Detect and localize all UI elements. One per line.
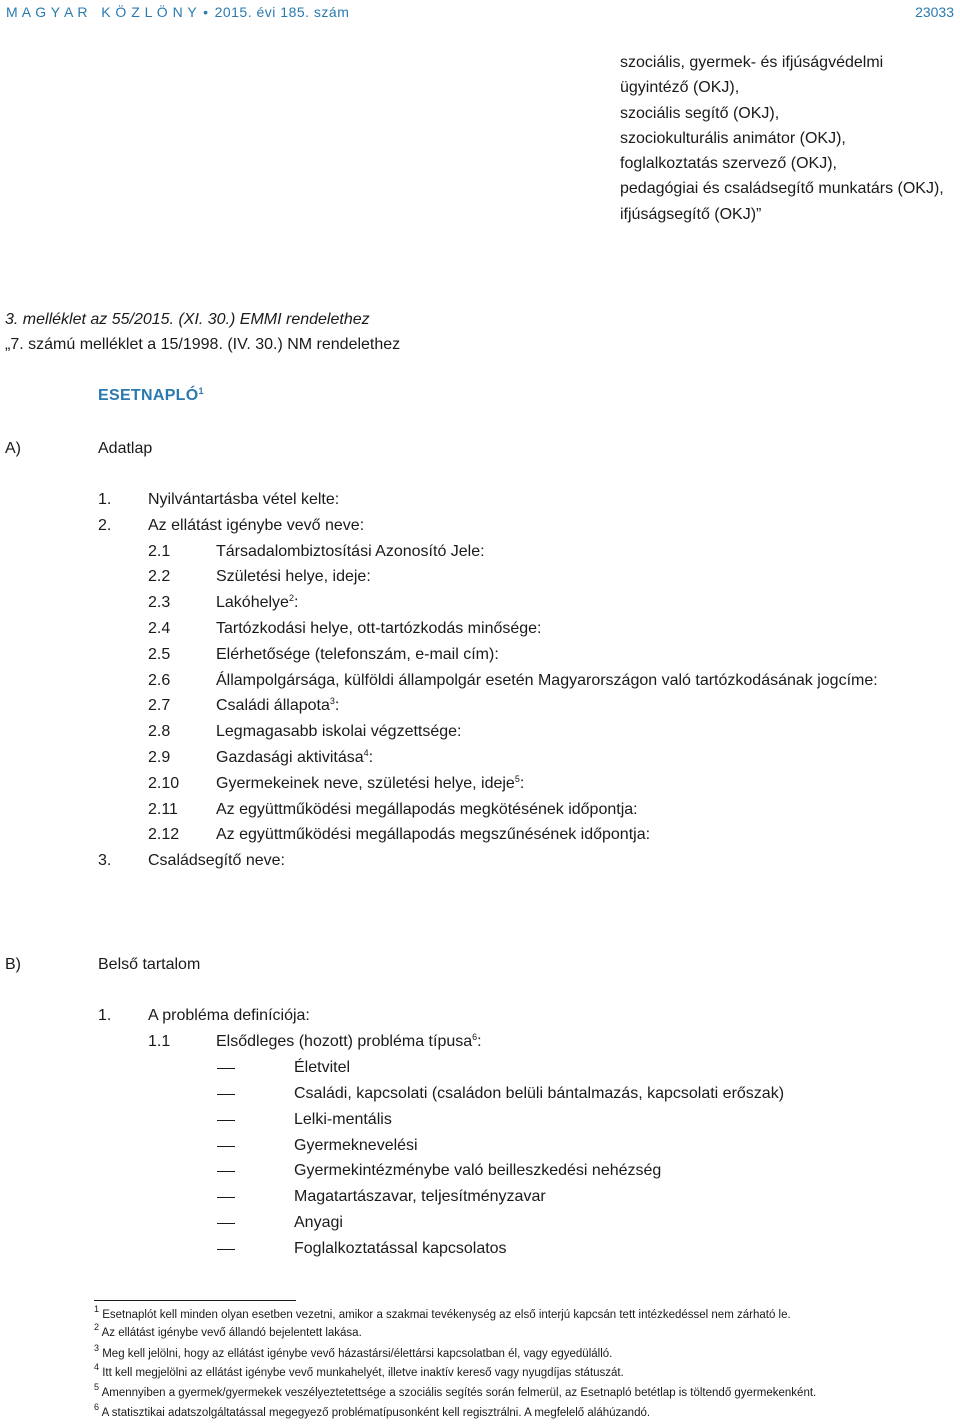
footnote	[94, 1343, 613, 1360]
list-item	[148, 543, 485, 561]
item-number: 2.3	[148, 594, 171, 611]
item-number: 1.1	[148, 1033, 171, 1050]
footnote-divider	[94, 1300, 296, 1301]
list-item	[148, 568, 371, 586]
item-text: Lakóhelye	[216, 594, 289, 611]
footnote	[94, 1402, 651, 1419]
item-text: Az együttműködési megállapodás megszűnésének időpontja:	[216, 826, 651, 843]
item-number: 1.	[98, 491, 112, 508]
footnote-text: Amennyiben a gyermek/gyermekek veszélyeztetettsége a szociális segítés során felmerül, az Esetnapló betétlap is töltendő gyermekenként.	[101, 1387, 817, 1399]
dash-marker	[217, 1197, 235, 1198]
footnote-ref: 4	[363, 748, 369, 758]
section-b-letter: B)	[5, 956, 21, 973]
item-text: Nyilvántartásba vétel kelte:	[148, 491, 340, 508]
section-b-heading: Belső tartalom	[98, 956, 201, 973]
dash-marker	[217, 1094, 235, 1095]
list-item	[148, 826, 651, 844]
item-colon: :	[477, 1033, 482, 1050]
footnote-number: 4	[94, 1362, 100, 1372]
footnote-text: Esetnaplót kell minden olyan esetben vezetni, amikor a szakmai tevékenység az első interjú kapcsán tett intézkedéssel nem zárható le.	[102, 1309, 791, 1321]
annex-line-2: „7. számú melléklet a 15/1998. (IV. 30.) NM rendelethez	[5, 336, 401, 353]
item-number: 2.7	[148, 697, 171, 714]
problem-type: Gyermeknevelési	[294, 1137, 418, 1154]
item-number: 2.2	[148, 568, 171, 585]
item-text: Legmagasabb iskolai végzettsége:	[216, 723, 462, 740]
top-list-item: szociokulturális animátor (OKJ),	[620, 129, 846, 147]
item-text: Születési helye, ideje:	[216, 568, 371, 585]
list-item	[148, 646, 499, 664]
footnote-text: Itt kell megjelölni az ellátást igénybe vevő munkahelyét, illetve inaktív kereső vagy nyugdíjas státuszát.	[102, 1367, 624, 1379]
dash-marker	[217, 1249, 235, 1250]
dash-marker	[217, 1223, 235, 1224]
item-colon: :	[293, 594, 299, 611]
document-title	[98, 387, 204, 405]
item-number: 2.	[98, 517, 112, 534]
list-item	[148, 774, 525, 793]
top-list-item: pedagógiai és családsegítő munkatárs (OKJ),	[620, 180, 944, 198]
problem-type: Családi, kapcsolati (családon belüli bántalmazás, kapcsolati erőszak)	[294, 1085, 785, 1102]
item-text: Gazdasági aktivitása	[216, 749, 364, 766]
item-text-wrap	[216, 749, 373, 767]
item-text: Elérhetősége (telefonszám, e-mail cím):	[216, 646, 499, 663]
top-list-item: szociális segítő (OKJ),	[620, 104, 780, 122]
item-colon: :	[368, 749, 374, 766]
top-list-item: ifjúságsegítő (OKJ)”	[620, 205, 762, 223]
problem-type: Lelki-mentális	[294, 1111, 392, 1128]
item-number: 2.12	[148, 826, 180, 843]
item-number: 2.1	[148, 543, 171, 560]
item-text-wrap	[216, 594, 298, 612]
problem-type: Gyermekintézménybe való beilleszkedési nehézség	[294, 1162, 662, 1179]
footnote-ref: 1	[198, 386, 204, 396]
item-text: Elsődleges (hozott) probléma típusa	[216, 1033, 473, 1050]
list-item	[148, 801, 638, 819]
footnote-number: 1	[94, 1304, 100, 1314]
footnote-text: Meg kell jelölni, hogy az ellátást igénybe vevő házastársi/élettársi kapcsolatban él, vagy egyedülálló.	[102, 1348, 613, 1360]
top-list-item: foglalkoztatás szervező (OKJ),	[620, 155, 837, 173]
dash-marker	[217, 1068, 235, 1069]
list-item	[148, 620, 542, 638]
list-item	[148, 748, 374, 767]
item-text: Állampolgársága, külföldi állampolgár esetén Magyarországon való tartózkodásának jogcíme:	[216, 672, 878, 689]
problem-type: Foglalkoztatással kapcsolatos	[294, 1240, 507, 1257]
footnote-text: Az ellátást igénybe vevő állandó bejelentett lakása.	[101, 1327, 362, 1339]
footnote-number: 5	[94, 1382, 100, 1392]
footnote	[94, 1322, 362, 1339]
item-number: 2.10	[148, 775, 180, 792]
section-a-heading: Adatlap	[98, 440, 153, 457]
list-item	[98, 852, 285, 870]
item-number: 2.11	[148, 801, 178, 818]
issue-label: 2015. évi 185. szám	[214, 4, 350, 20]
footnote-number: 2	[94, 1322, 100, 1332]
item-text: Családi állapota	[216, 697, 330, 714]
item-text-wrap	[216, 1033, 482, 1051]
footnote-text: A statisztikai adatszolgáltatással megegyező problématípusonként kell regisztrálni. A megfelelő aláhúzandó.	[101, 1407, 651, 1419]
item-text-wrap	[216, 697, 339, 715]
problem-type: Magatartászavar, teljesítményzavar	[294, 1188, 546, 1205]
item-number: 1.	[98, 1007, 112, 1024]
footnote-ref: 2	[288, 593, 294, 603]
list-item	[148, 1032, 482, 1051]
item-number: 2.5	[148, 646, 171, 663]
list-item	[148, 593, 299, 612]
item-text: Az együttműködési megállapodás megkötésének időpontja:	[216, 801, 638, 818]
dash-marker	[217, 1146, 235, 1147]
list-item	[98, 517, 365, 535]
item-text: Tartózkodási helye, ott-tartózkodás minősége:	[216, 620, 542, 637]
item-text: A probléma definíciója:	[148, 1007, 310, 1024]
top-list-item: ügyintéző (OKJ),	[620, 79, 740, 97]
dash-marker	[217, 1171, 235, 1172]
item-text: Gyermekeinek neve, születési helye, ideje	[216, 775, 515, 792]
footnote	[94, 1362, 624, 1379]
item-colon: :	[519, 775, 525, 792]
item-number: 2.9	[148, 749, 171, 766]
publication-name: M A G Y A R K Ö Z L Ö N Y	[6, 4, 198, 20]
footnote	[94, 1382, 817, 1399]
list-item	[148, 723, 462, 741]
list-item	[148, 696, 340, 715]
list-item	[148, 672, 878, 690]
annex-line-1: 3. melléklet az 55/2015. (XI. 30.) EMMI rendelethez	[5, 311, 370, 328]
footnote-ref: 3	[329, 696, 335, 706]
footnote-ref: 6	[472, 1032, 478, 1042]
item-text: Az ellátást igénybe vevő neve:	[148, 517, 365, 534]
footnote-number: 3	[94, 1343, 100, 1353]
problem-type: Anyagi	[294, 1214, 343, 1231]
top-list-item: szociális, gyermek- és ifjúságvédelmi	[620, 54, 884, 71]
item-number: 2.6	[148, 672, 171, 689]
item-number: 2.8	[148, 723, 171, 740]
top-list	[620, 50, 944, 227]
item-number: 2.4	[148, 620, 171, 637]
footnote-ref: 5	[514, 774, 520, 784]
list-item	[98, 1007, 310, 1025]
dash-marker	[217, 1120, 235, 1121]
section-a-letter: A)	[5, 440, 21, 457]
footnote-number: 6	[94, 1402, 100, 1412]
running-header	[6, 4, 349, 20]
footnote	[94, 1304, 791, 1321]
item-colon: :	[334, 697, 340, 714]
header-bullet: •	[203, 4, 209, 20]
item-text-wrap	[216, 775, 524, 793]
title-text: ESETNAPLÓ	[98, 387, 199, 404]
problem-type: Életvitel	[294, 1059, 351, 1076]
item-number: 3.	[98, 852, 112, 869]
item-text: Társadalombiztosítási Azonosító Jele:	[216, 543, 485, 560]
list-item	[98, 491, 340, 509]
item-text: Családsegítő neve:	[148, 852, 285, 869]
page-number: 23033	[915, 4, 954, 20]
